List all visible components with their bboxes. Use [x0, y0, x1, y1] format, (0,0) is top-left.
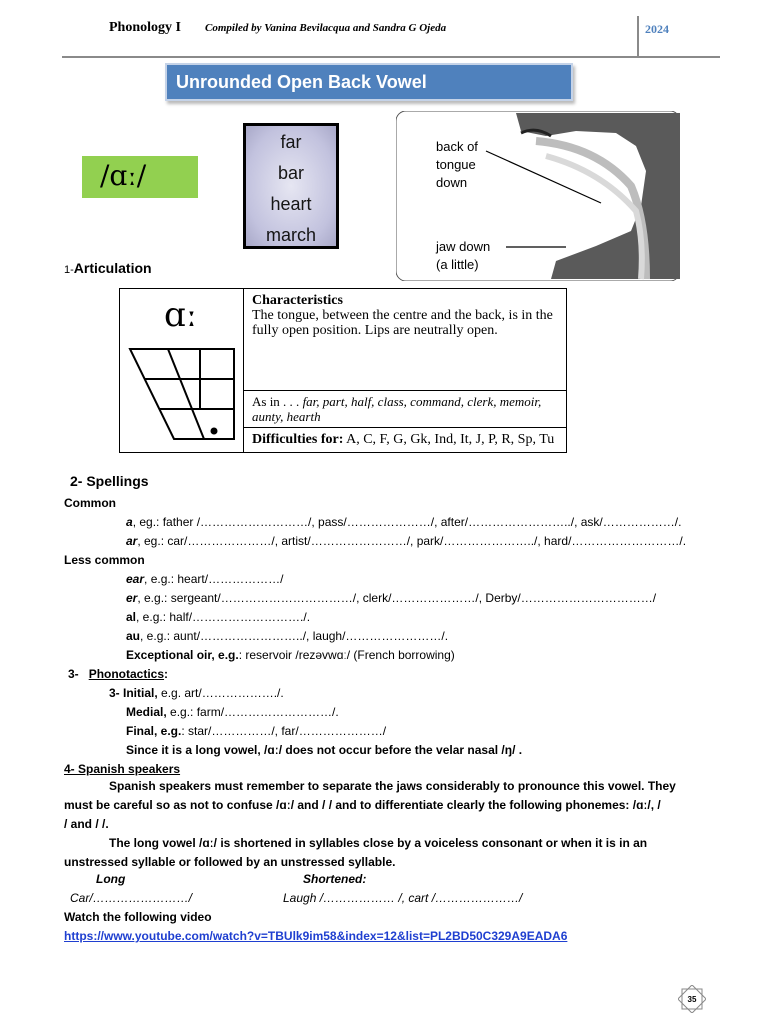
header-year: 2024 — [645, 22, 669, 36]
spelling-key: au — [126, 629, 141, 643]
phonotactics-key: Medial, — [126, 705, 167, 719]
paragraph-line: The long vowel /ɑː/ is shortened in syllables close by a voiceless consonant or when it is in an — [109, 836, 648, 850]
common-label: Common — [64, 496, 116, 510]
section-label: Phonotactics — [88, 667, 165, 681]
phonotactics-note: Since it is a long vowel, /ɑː/ does not occur before the velar nasal /ŋ/ . — [126, 743, 523, 757]
diagram-label-tongue-3: down — [436, 175, 468, 190]
phoneme-symbol: /ɑː/ — [100, 159, 147, 192]
diagram-label-jaw-2: (a little) — [436, 257, 479, 272]
spelling-line-a — [126, 515, 681, 529]
word-card-word: bar — [277, 163, 304, 183]
spelling-line-au — [126, 629, 448, 643]
section-number: 1- — [64, 264, 74, 276]
word-card-word: march — [265, 225, 316, 245]
title-banner — [165, 63, 573, 101]
spelling-examples: , e.g.: sergeant/……………………………/, clerk/…………………/, Derby/……………………………/ — [137, 591, 657, 605]
paragraph-line: / and / /. — [64, 817, 109, 831]
phonotactics-examples: : star/……………/, far/…………………/ — [181, 724, 387, 738]
phonotactics-examples: e.g.: farm/………………………/. — [166, 705, 339, 719]
header-divider — [637, 16, 639, 56]
table-divider — [244, 427, 567, 428]
page-number: 35 — [687, 995, 697, 1004]
table-divider — [244, 390, 567, 391]
spellings-heading: 2- Spellings — [70, 473, 149, 489]
shortened-example: Laugh /……………… /, cart /…………………/ — [283, 891, 523, 905]
spelling-examples: , e.g.: half/………………………./. — [136, 610, 311, 624]
section-label: Articulation — [73, 260, 152, 276]
spelling-line-oir — [126, 648, 455, 662]
header-title: Phonology I — [109, 20, 181, 35]
characteristics-heading: Characteristics — [252, 293, 343, 308]
difficulties — [252, 432, 554, 448]
as-in-examples — [252, 394, 564, 424]
as-in-words: far, part, half, class, command, clerk, memoir, aunty, hearth — [252, 394, 542, 424]
phonotactics-initial — [109, 686, 284, 700]
spelling-key: er — [126, 591, 138, 605]
paragraph-line: Spanish speakers must remember to separate the jaws considerably to pronounce this vowel. They — [109, 779, 676, 793]
section-number: 3- — [68, 667, 79, 681]
page-header — [0, 0, 768, 60]
youtube-video-link[interactable]: https://www.youtube.com/watch?v=TBUlk9im58&index=12&list=PL2BD50C329A9EADA6 — [64, 929, 568, 943]
watch-video-label: Watch the following video — [64, 910, 212, 924]
spelling-line-ar — [126, 534, 686, 548]
phonotactics-heading: 3- Phonotactics: — [68, 667, 169, 681]
page-number-badge — [678, 985, 706, 1013]
shortened-label: Shortened: — [303, 872, 367, 886]
long-example: Car/……………………/ — [70, 891, 193, 905]
section-articulation-heading — [64, 260, 152, 276]
spelling-line-ear — [126, 572, 283, 586]
spanish-paragraph-2 — [64, 834, 714, 872]
spelling-examples: , eg.: father /………………………/, pass/…………………/, after/……………………../, ask/………………/. — [132, 515, 682, 529]
spelling-line-er — [126, 591, 656, 605]
spelling-examples: : reservoir /rezəvwɑː/ (French borrowing) — [238, 648, 455, 662]
difficulties-label: Difficulties for: — [252, 432, 344, 447]
spanish-speakers-heading: 4- Spanish speakers — [64, 762, 181, 776]
articulation-diagram — [396, 111, 680, 281]
long-label: Long — [96, 872, 126, 886]
table-symbol: ɑː — [164, 295, 198, 335]
phoneme-symbol-box — [82, 156, 198, 198]
word-card-word: heart — [270, 194, 312, 214]
example-word-card — [243, 123, 339, 249]
phonotactics-final — [126, 724, 386, 738]
paragraph-line: must be careful so as not to confuse /ɑː/ and / / and to differentiate clearly the following phonemes: /ɑː/, / — [64, 798, 661, 812]
phonotactics-key: Final, e.g. — [126, 724, 182, 738]
diagram-label-jaw-1: jaw down — [436, 239, 491, 254]
characteristics-table — [119, 288, 567, 453]
spelling-examples: , eg.: car/…………………/, artist/……………………/, park/…………………../, hard/………………………/. — [137, 534, 687, 548]
difficulties-list: A, C, F, G, Gk, Ind, It, J, P, R, Sp, Tu — [346, 432, 555, 447]
phonotactics-medial — [126, 705, 339, 719]
phonotactics-key: 3- Initial, — [109, 686, 158, 700]
spelling-line-al — [126, 610, 310, 624]
header-compiled-by: Compiled by Vanina Bevilacqua and Sandra G Ojeda — [205, 22, 447, 34]
spelling-examples: , e.g.: aunt/……………………../, laugh/……………………/. — [140, 629, 449, 643]
spelling-key: ear — [126, 572, 145, 586]
less-common-label: Less common — [64, 553, 145, 567]
spelling-key: ar — [126, 534, 138, 548]
vowel-point — [211, 428, 218, 435]
banner-title: Unrounded Open Back Vowel — [176, 72, 427, 92]
as-in-label: As in . . . — [252, 394, 300, 409]
spelling-key: a — [126, 515, 133, 529]
diagram-label-tongue-2: tongue — [436, 157, 476, 172]
paragraph-line: unstressed syllable or followed by an unstressed syllable. — [64, 855, 396, 869]
header-rule — [62, 56, 720, 58]
spelling-examples: , e.g.: heart/………………/ — [144, 572, 284, 586]
phonotactics-examples: e.g. art/………………./. — [157, 686, 284, 700]
vowel-quadrilateral — [128, 347, 240, 447]
spanish-paragraph-1 — [64, 777, 714, 834]
diagram-label-tongue-1: back of — [436, 139, 478, 154]
spelling-key: al — [126, 610, 137, 624]
word-card-word: far — [280, 132, 302, 152]
spelling-key: Exceptional oir, e.g. — [126, 648, 239, 662]
characteristics-text: The tongue, between the centre and the back, is in the fully open position. Lips are neutrally open. — [252, 308, 553, 338]
